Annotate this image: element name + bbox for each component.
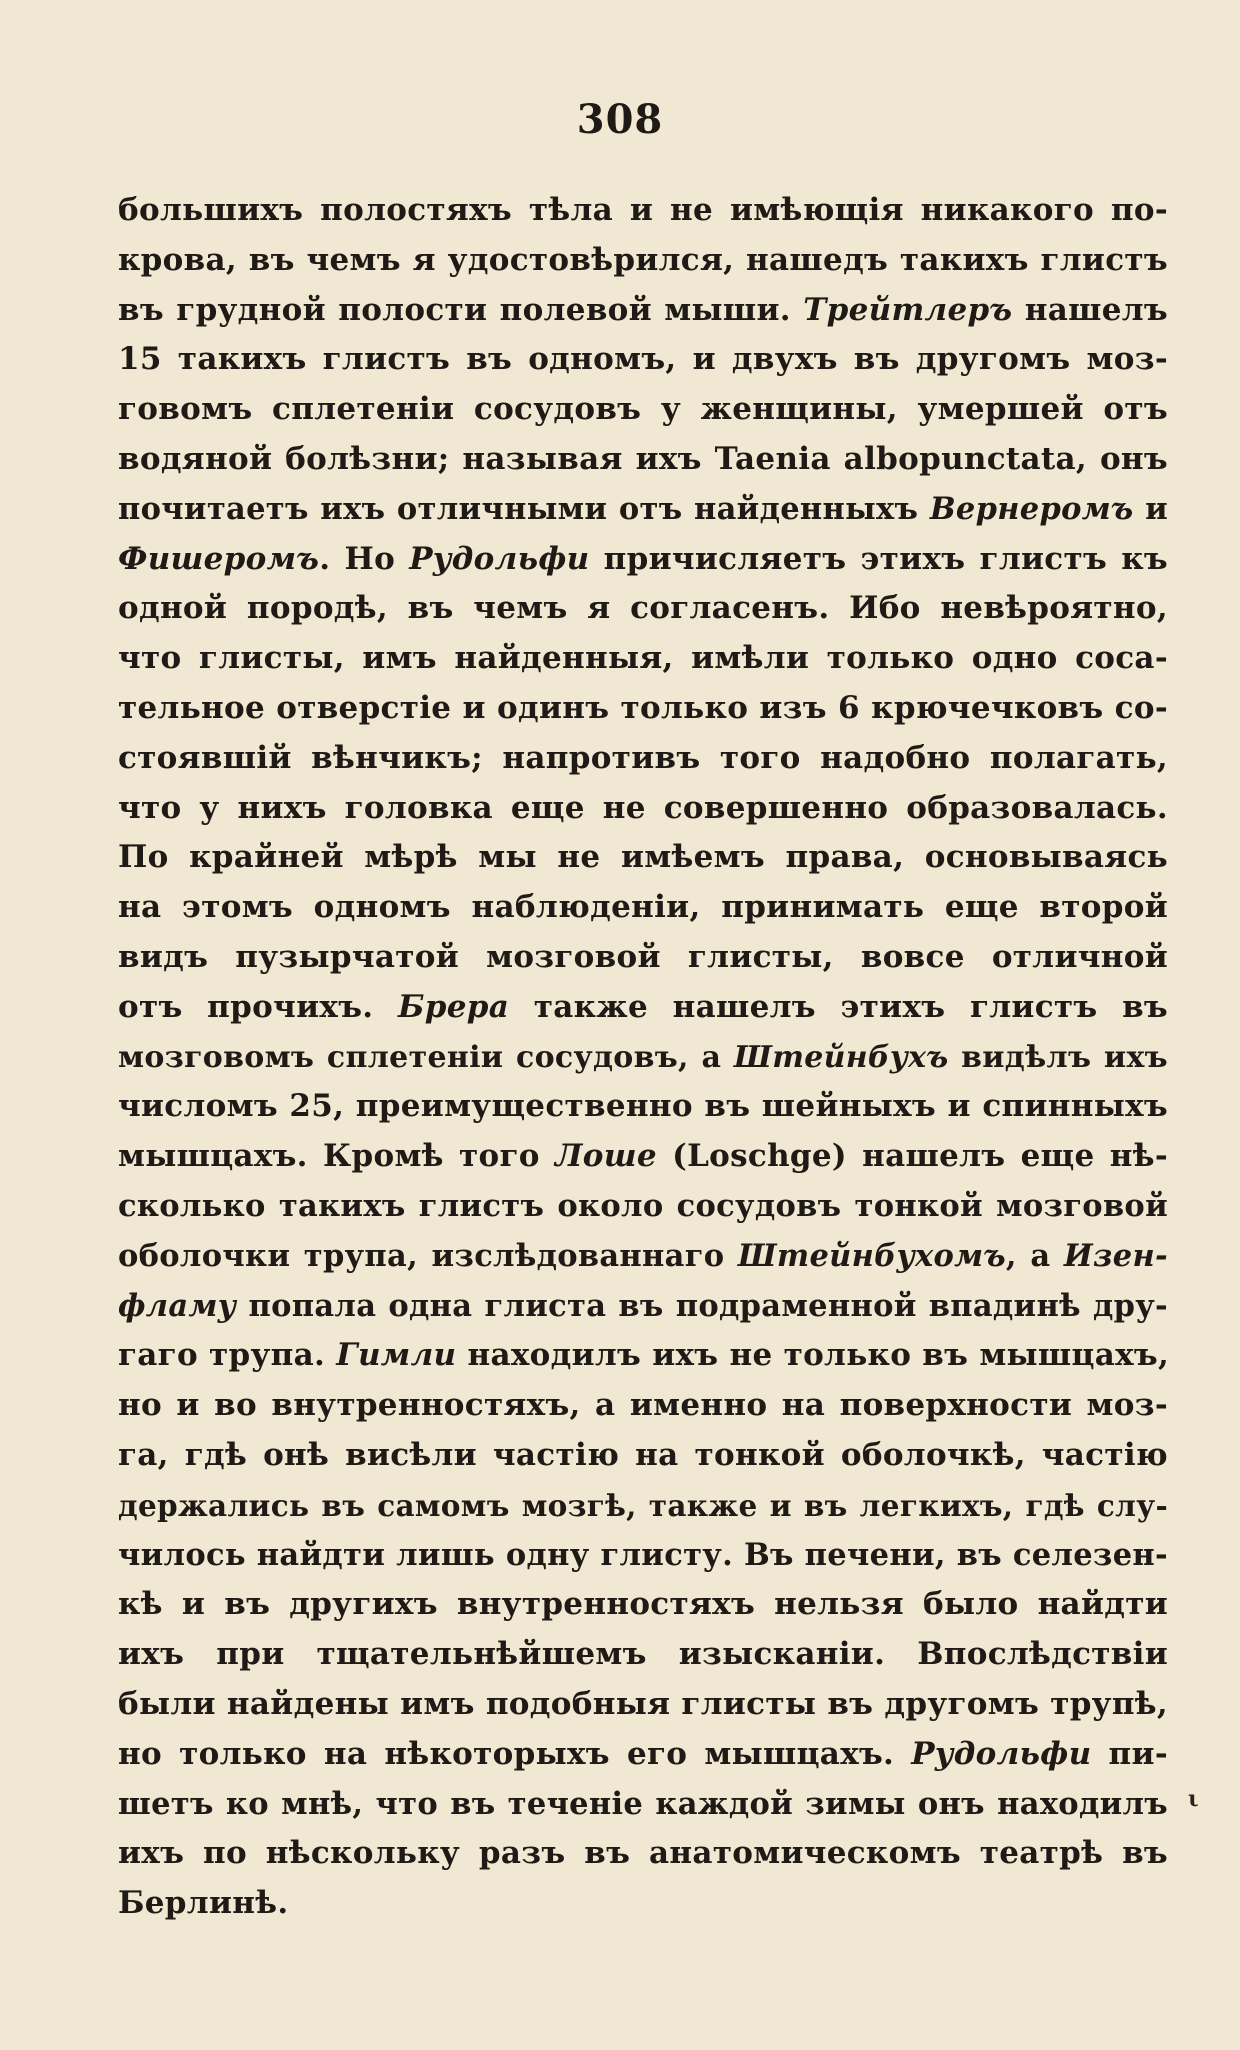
text-line <box>118 1082 1168 1132</box>
italic-name: Вернеромъ <box>929 490 1134 527</box>
text-segment: тельное отверстіе и одинъ только изъ 6 крючечковъ со- <box>118 689 1168 726</box>
margin-mark: ι <box>1188 1786 1199 1812</box>
text-segment: га, гдѣ онѣ висѣли частію на тонкой оболочкѣ, частію <box>118 1436 1168 1473</box>
text-line <box>118 1730 1168 1780</box>
text-line <box>118 1331 1168 1381</box>
text-line <box>118 286 1168 336</box>
text-segment: мозговомъ сплетеніи сосудовъ, а <box>118 1039 734 1075</box>
text-line <box>118 684 1168 734</box>
text-line <box>118 236 1168 286</box>
text-segment: сколько такихъ глистъ около сосудовъ тонкой мозговой <box>118 1187 1168 1224</box>
text-segment: , а <box>1005 1237 1064 1274</box>
italic-name: Рудольфи <box>409 540 590 577</box>
text-segment: видъ пузырчатой мозговой глисты, вовсе отличной <box>118 938 1168 975</box>
italic-name: Фишеромъ <box>118 540 320 577</box>
text-line <box>118 983 1168 1033</box>
text-segment: чилось найдти лишь одну глисту. Въ печени, въ селезен- <box>118 1536 1168 1573</box>
text-line <box>118 1531 1168 1581</box>
text-segment: 15 такихъ глистъ въ одномъ, и двухъ въ другомъ моз- <box>118 341 1168 378</box>
text-segment: почитаетъ ихъ отличными отъ найденныхъ <box>118 490 930 527</box>
text-line <box>118 1481 1168 1531</box>
text-line <box>118 1033 1168 1083</box>
text-segment: ихъ по нѣскольку разъ въ анатомическомъ театрѣ въ <box>118 1835 1168 1872</box>
text-segment: одной породѣ, въ чемъ я согласенъ. Ибо невѣроятно, <box>118 590 1168 627</box>
text-segment: и <box>1133 490 1169 527</box>
text-segment: крова, въ чемъ я удостовѣрился, нашедъ такихъ глистъ <box>118 241 1168 278</box>
text-line <box>118 584 1168 634</box>
italic-name: фламу <box>118 1287 237 1324</box>
text-line <box>118 1680 1168 1730</box>
text-segment: числомъ 25, преимущественно въ шейныхъ и спинныхъ <box>118 1088 1168 1125</box>
text-line <box>118 1232 1168 1282</box>
italic-name: Штейнбухомъ <box>737 1237 1006 1274</box>
text-segment: попала одна глиста въ подраменной впадинѣ дру- <box>236 1287 1168 1324</box>
page-number: 308 <box>576 96 664 143</box>
text-segment: стоявшій вѣнчикъ; напротивъ того надобно полагать, <box>118 739 1168 776</box>
text-segment: мышцахъ. Кромѣ того <box>118 1138 556 1175</box>
text-line <box>118 385 1168 435</box>
italic-name: Брера <box>398 988 510 1025</box>
text-line <box>118 1282 1168 1332</box>
text-line <box>118 1780 1168 1830</box>
text-line <box>118 1879 1168 1929</box>
text-line <box>118 634 1168 684</box>
text-line <box>118 933 1168 983</box>
italic-name: Изен- <box>1063 1237 1168 1274</box>
text-segment: но только на нѣкоторыхъ его мышцахъ. <box>118 1735 912 1772</box>
text-segment: Берлинѣ. <box>118 1885 289 1922</box>
text-segment: на этомъ одномъ наблюденіи, принимать еще второй <box>118 889 1168 926</box>
text-segment: пи- <box>1091 1735 1168 1772</box>
text-segment: но и во внутренностяхъ, а именно на поверхности моз- <box>118 1387 1168 1424</box>
text-segment: находилъ ихъ не только въ мышцахъ, <box>456 1337 1170 1374</box>
italic-name: Штейнбухъ <box>733 1039 949 1075</box>
text-segment: (Loschge) нашелъ еще нѣ- <box>656 1138 1168 1175</box>
text-line <box>118 883 1168 933</box>
text-line <box>118 734 1168 784</box>
text-segment: также нашелъ этихъ глистъ въ <box>509 988 1168 1025</box>
text-line <box>118 1829 1168 1879</box>
text-segment: ихъ при тщательнѣйшемъ изысканіи. Впослѣдствіи <box>118 1636 1168 1673</box>
text-segment: шетъ ко мнѣ, что въ теченіе каждой зимы онъ находилъ <box>118 1785 1168 1822</box>
text-segment: были найдены имъ подобныя глисты въ другомъ трупѣ, <box>118 1685 1168 1722</box>
text-segment: . Но <box>319 540 410 577</box>
text-line <box>118 784 1168 834</box>
text-line <box>118 833 1168 883</box>
italic-name: Рудольфи <box>911 1735 1092 1772</box>
text-segment: гаго трупа. <box>118 1337 337 1374</box>
italic-name: Лоше <box>555 1138 657 1175</box>
text-segment: По крайней мѣрѣ мы не имѣемъ права, основываясь <box>118 839 1168 876</box>
text-segment: говомъ сплетеніи сосудовъ у женщины, умершей отъ <box>118 391 1168 428</box>
italic-name: Трейтлеръ <box>803 291 1013 328</box>
text-line <box>118 485 1168 535</box>
body-text <box>118 186 1168 1929</box>
text-line <box>118 1431 1168 1481</box>
text-line <box>118 1630 1168 1680</box>
text-line <box>118 186 1168 236</box>
text-segment: большихъ полостяхъ тѣла и не имѣющія никакого по- <box>118 192 1168 228</box>
text-segment: нашелъ <box>1012 291 1168 328</box>
text-segment: что глисты, имъ найденныя, имѣли только одно соса- <box>118 640 1168 677</box>
text-segment: что у нихъ головка еще не совершенно образовалась. <box>118 789 1168 826</box>
text-line <box>118 535 1168 585</box>
text-segment: отъ прочихъ. <box>118 988 398 1025</box>
text-line <box>118 1182 1168 1232</box>
text-line <box>118 1132 1168 1182</box>
text-line <box>118 435 1168 485</box>
text-line <box>118 1580 1168 1630</box>
text-segment: держались въ самомъ мозгѣ, также и въ легкихъ, гдѣ слу- <box>118 1487 1168 1523</box>
text-line <box>118 1381 1168 1431</box>
text-line <box>118 335 1168 385</box>
text-segment: кѣ и въ другихъ внутренностяхъ нельзя было найдти <box>118 1586 1168 1623</box>
italic-name: Гимли <box>336 1337 457 1374</box>
text-segment: причисляетъ этихъ глистъ къ <box>589 540 1168 577</box>
text-segment: оболочки трупа, изслѣдованнаго <box>118 1237 738 1274</box>
text-segment: водяной болѣзни; называя ихъ Taenia albopunctata, онъ <box>118 440 1168 477</box>
text-segment: въ грудной полости полевой мыши. <box>118 291 804 328</box>
text-segment: видѣлъ ихъ <box>948 1039 1168 1075</box>
